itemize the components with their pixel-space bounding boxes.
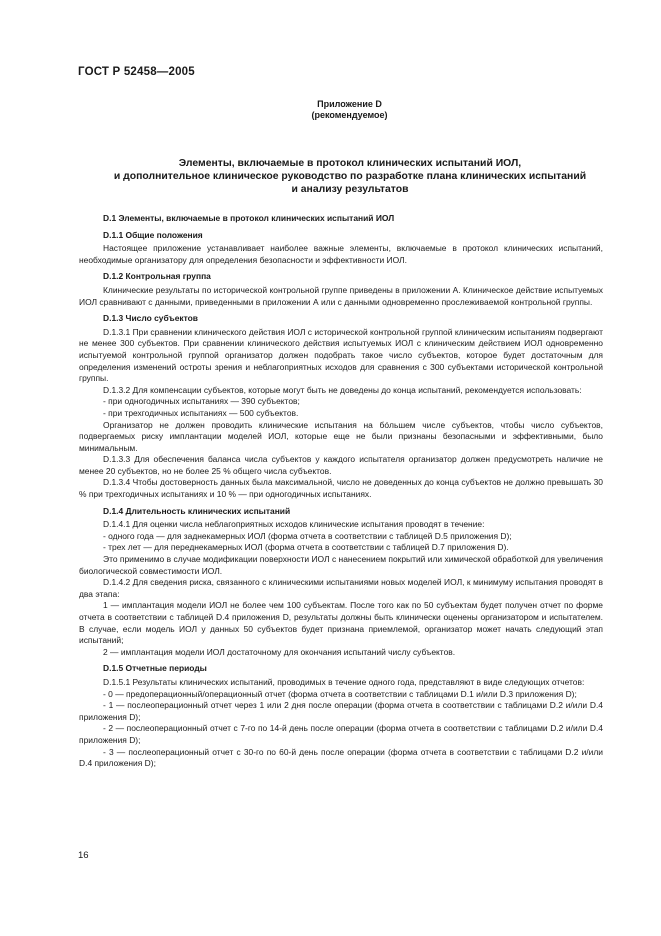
list-item: - одного года — для заднекамерных ИОЛ (форма отчета в соответствии с таблицей D.5 приложения D); [103,530,512,541]
appendix-label-block [0,99,661,121]
subsection-heading: D.1.1 Общие положения [103,229,203,240]
document-body [79,213,603,770]
subsection-heading: D.1.3 Число субъектов [103,313,198,324]
subsection-heading: D.1.4 Длительность клинических испытаний [103,505,291,516]
paragraph: D.1.3.1 При сравнении клинического действия ИОЛ с исторической контрольной группой клиническим испытаниям подвергают не менее 300 субъектов. При сравнении клинического действия испытуемых ИОЛ с клиническим действием ИОЛ одновременно испытуемой контрольной группой организатор должен подобрать такое число субъектов, которое будет достаточным для определения изменений остроты зрения и неблагоприятных исходов для сравнения с 300 субъектами исторической контрольной группы. [79,326,603,384]
list-item: - при одногодичных испытаниях — 390 субъектов; [103,396,300,407]
list-item: - 2 — послеоперационный отчет с 7-го по 14-й день после операции (форма отчета в соответствии с таблицами D.2 и/или D.4 приложения D); [79,723,603,745]
list-item: - 0 — предоперационный/операционный отчет (форма отчета в соответствии с таблицами D.1 и/или D.3 приложения D); [103,688,577,699]
paragraph: Клинические результаты по исторической контрольной группе приведены в приложении А. Клиническое действие испытуемых ИОЛ сравнивают с данными, приведенными в приложении А или с данными одновременно прослеживаемой контрольной группы. [79,284,603,307]
paragraph: 1 — имплантация модели ИОЛ не более чем 100 субъектам. После того как по 50 субъектам будет получен отчет по форме отчета в соответствии с таблицей D.4 приложения D, результаты должны быть клинически оценены организатором и испытателем. В случае, если модель ИОЛ у данных 50 субъектов будет признана приемлемой, организатор может начать следующий этап испытаний; [79,600,603,646]
subsection-heading: D.1.2 Контрольная группа [103,271,211,282]
paragraph: D.1.3.3 Для обеспечения баланса числа субъектов у каждого испытателя организатор должен предусмотреть наличие не менее 20 субъектов, но не более 25 % общего числа субъектов. [79,454,603,476]
appendix-title [70,157,630,196]
section-heading: D.1 Элементы, включаемые в протокол клинических испытаний ИОЛ [103,213,395,223]
list-item: - при трехгодичных испытаниях — 500 субъектов. [103,407,299,418]
paragraph: 2 — имплантация модели ИОЛ достаточному для окончания испытаний числу субъектов. [103,646,456,657]
paragraph: D.1.5.1 Результаты клинических испытаний, проводимых в течение одного года, представляют в виде следующих отчетов: [103,676,585,687]
list-item: - 1 — послеоперационный отчет через 1 или 2 дня после операции (форма отчета в соответствии с таблицами D.2 и/или D.4 приложения D); [79,700,603,722]
paragraph: D.1.4.1 Для оценки числа неблагоприятных исходов клинические испытания проводят в течение: [103,519,485,530]
document-header: ГОСТ Р 52458—2005 [78,66,195,78]
paragraph: Это применимо в случае модификации поверхности ИОЛ с нанесением покрытий или химической обработкой для увеличения биологической совместимости ИОЛ. [79,554,603,576]
appendix-label: Приложение D [317,99,382,109]
list-item: - трех лет — для переднекамерных ИОЛ (форма отчета в соответствии с таблицей D.7 приложения D). [103,542,509,553]
title-line-3: и анализу результатов [291,184,409,195]
paragraph: D.1.4.2 Для сведения риска, связанного с клиническими испытаниями новых моделей ИОЛ, к минимуму испытания проводят в два этапа: [79,577,603,599]
paragraph: D.1.3.2 Для компенсации субъектов, которые могут быть не доведены до конца испытаний, рекомендуется использовать: [103,384,582,395]
title-line-2: и дополнительное клиническое руководство по разработке плана клинических испытаний [113,171,587,182]
page-number: 16 [78,850,89,861]
appendix-status: (рекомендуемое) [311,110,388,120]
paragraph: Настоящее приложение устанавливает наиболее важные элементы, включаемые в протокол клинических испытаний, необходимые организатору для определения безопасности и эффективности ИОЛ. [79,243,603,265]
list-item: - 3 — послеоперационный отчет с 30-го по 60-й день после операции (форма отчета в соответствии с таблицами D.2 и/или D.4 приложения D); [79,746,603,769]
paragraph: D.1.3.4 Чтобы достоверность данных была максимальной, число не доведенных до конца субъектов не должно превышать 30 % при трехгодичных испытаниях и 10 % — при одногодичных испытаниях. [79,477,603,500]
title-line-1: Элементы, включаемые в протокол клинических испытаний ИОЛ, [178,158,522,169]
paragraph: Организатор не должен проводить клинические испытания на бóльшем числе субъектов, чтобы число субъектов, подвергаемых риску имплантации моделей ИОЛ, которые еще не были признаны безопасными и эффективными, было минимальным. [79,419,603,453]
subsection-heading: D.1.5 Отчетные периоды [103,663,207,674]
